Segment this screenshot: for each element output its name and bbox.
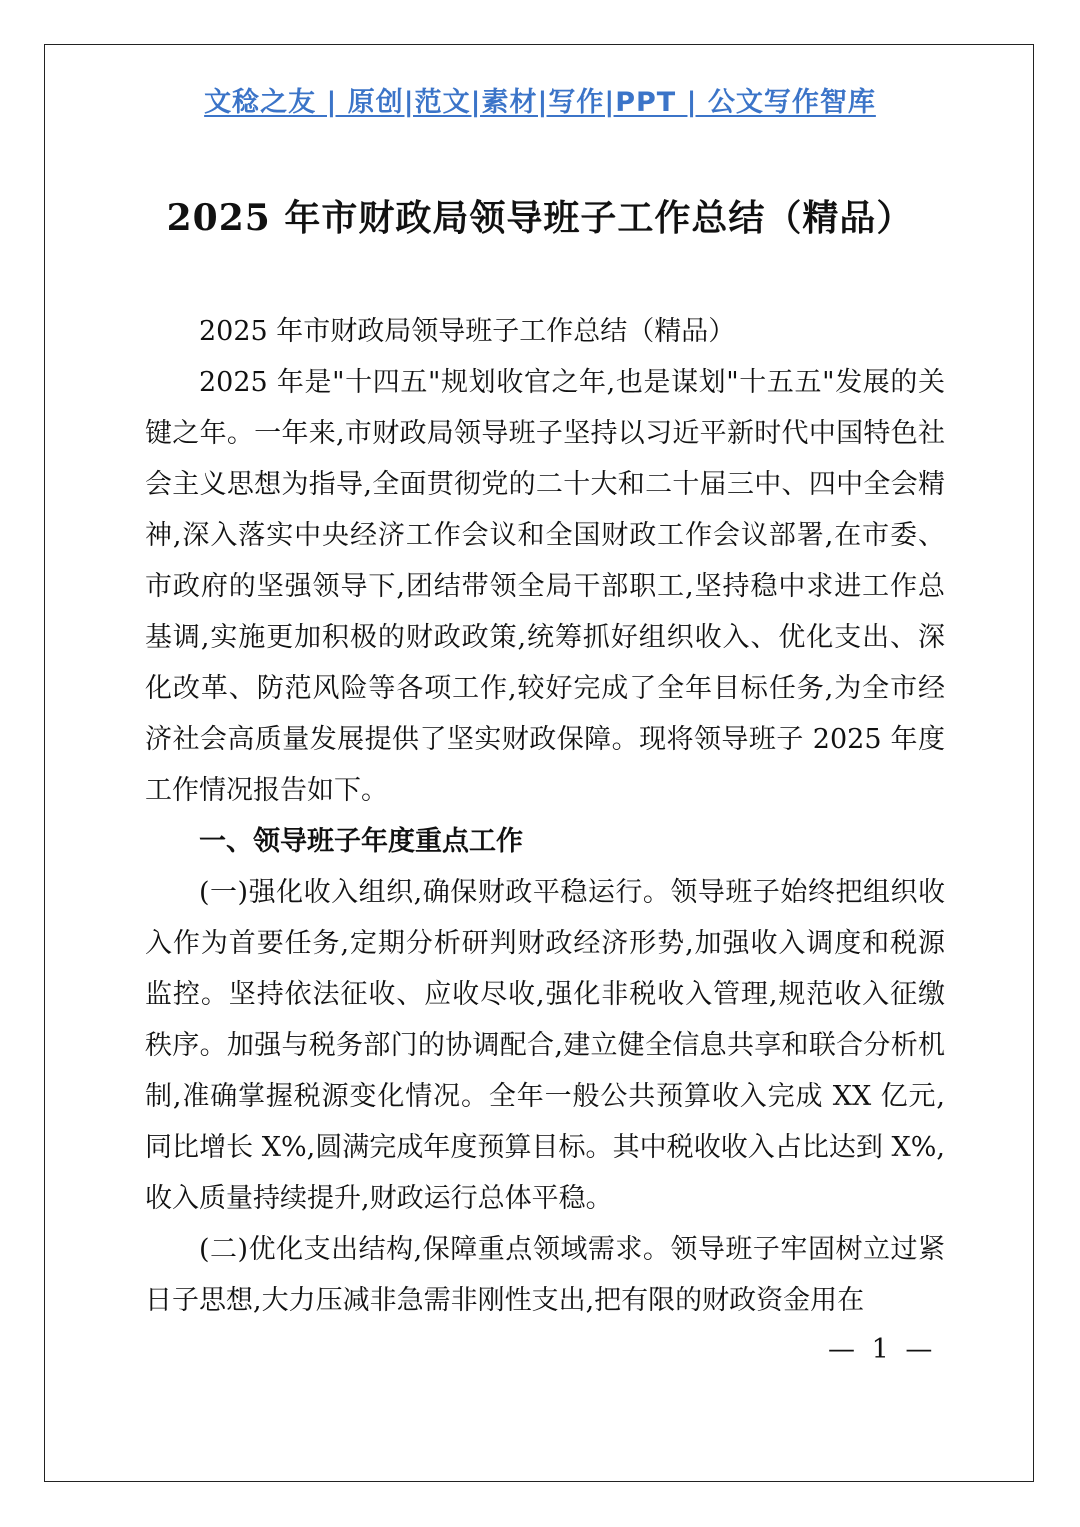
paragraph-expenditure: (二)优化支出结构,保障重点领域需求。领导班子牢固树立过紧日子思想,大力压减非急需非刚性支出,把有限的财政资金用在 (145, 1234, 945, 1316)
section-heading: 一、领导班子年度重点工作 (199, 826, 523, 857)
paragraph-intro: 2025 年是"十四五"规划收官之年,也是谋划"十五五"发展的关键之年。一年来,市财政局领导班子坚持以习近平新时代中国特色社会主义思想为指导,全面贯彻党的二十大和二十届三中、四中全会精神,深入落实中央经济工作会议和全国财政工作会议部署,在市委、市政府的坚强领导下,团结带领全局干部职工,坚持稳中求进工作总基调,实施更加积极的财政政策,统筹抓好组织收入、优化支出、深化改革、防范风险等各项工作,较好完成了全年目标任务,为全市经济社会高质量发展提供了坚实财政保障。现将领导班子 2025 年度工作情况报告如下。 (145, 367, 945, 806)
header-link[interactable]: 文稔之友 | 原创|范文|素材|写作|PPT | 公文写作智库 (204, 87, 876, 118)
paragraph-revenue: (一)强化收入组织,确保财政平稳运行。领导班子始终把组织收入作为首要任务,定期分析研判财政经济形势,加强收入调度和税源监控。坚持依法征收、应收尽收,强化非税收入管理,规范收入征缴秩序。加强与税务部门的协调配合,建立健全信息共享和联合分析机制,准确掌握税源变化情况。全年一般公共预算收入完成 XX 亿元,同比增长 X%,圆满完成年度预算目标。其中税收收入占比达到 X%,收入质量持续提升,财政运行总体平稳。 (145, 877, 945, 1214)
document-title: 2025 年市财政局领导班子工作总结（精品） (166, 197, 914, 239)
paragraph-subtitle: 2025 年市财政局领导班子工作总结（精品） (199, 316, 736, 347)
page-number: — 1 — (828, 1334, 937, 1365)
document-body (145, 306, 945, 1326)
